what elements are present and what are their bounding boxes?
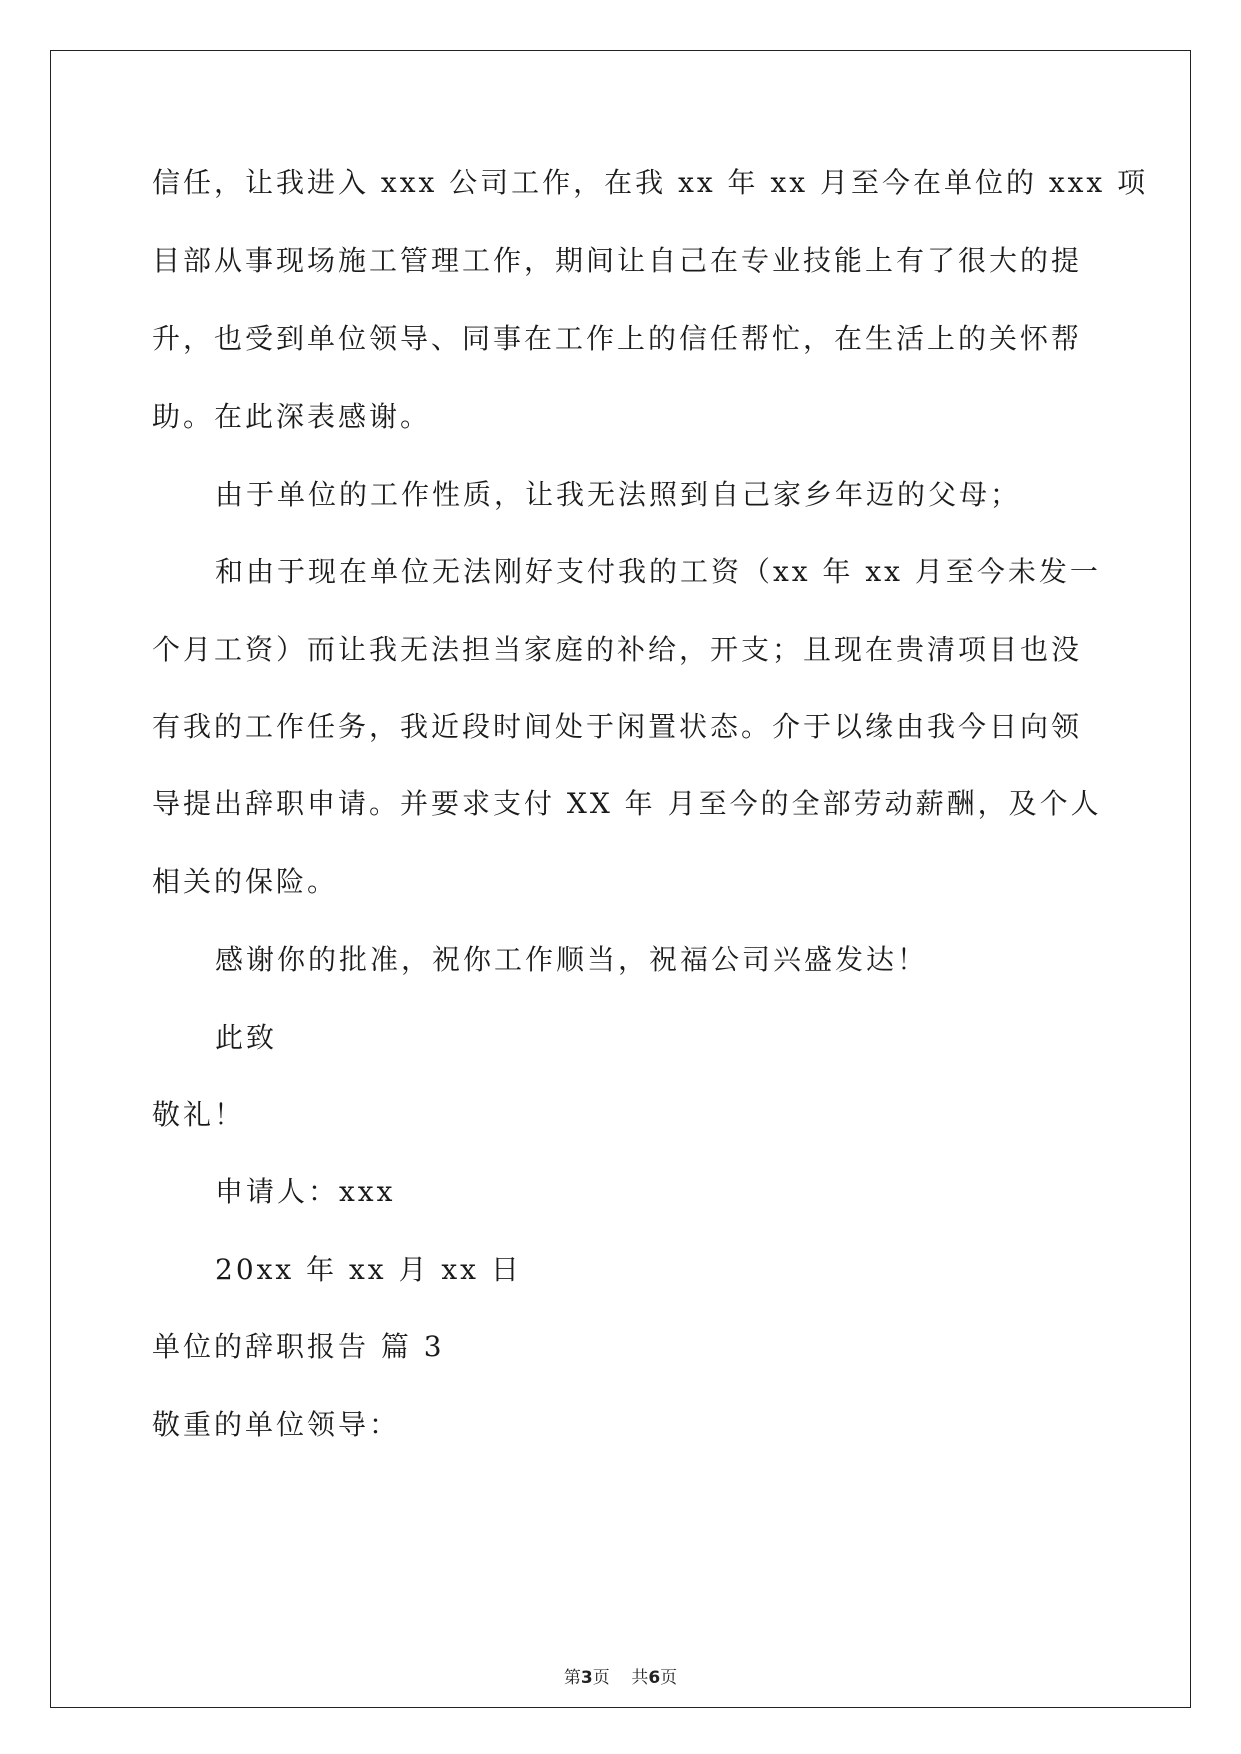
applicant-line: 申请人：xxx: [215, 1175, 396, 1208]
salutation-line: 敬礼！: [152, 1098, 246, 1131]
body-line: 相关的保险。: [152, 865, 339, 898]
paragraph-line: 和由于现在单位无法刚好支付我的工资（xx 年 xx 月至今未发一: [215, 555, 1101, 588]
closing-line: 此致: [215, 1021, 278, 1054]
thanks-line: 感谢你的批准，祝你工作顺当，祝福公司兴盛发达！: [215, 943, 929, 976]
page-current: 3: [580, 1668, 593, 1688]
body-line: 目部从事现场施工管理工作，期间让自己在专业技能上有了很大的提: [152, 244, 1083, 277]
page-footer: [0, 1666, 1241, 1690]
paragraph-line: 由于单位的工作性质，让我无法照到自己家乡年迈的父母；: [215, 478, 1022, 511]
total-prefix: 共: [631, 1668, 649, 1688]
date-line: 20xx 年 xx 月 xx 日: [215, 1253, 522, 1286]
page-suffix: 页: [592, 1668, 610, 1688]
total-suffix: 页: [660, 1668, 678, 1688]
page-total: 6: [648, 1668, 661, 1688]
body-line: 信任，让我进入 xxx 公司工作，在我 xx 年 xx 月至今在单位的 xxx 项: [152, 166, 1149, 199]
section-heading: 单位的辞职报告 篇 3: [152, 1330, 445, 1363]
body-line: 个月工资）而让我无法担当家庭的补给，开支；且现在贵清项目也没: [152, 633, 1083, 666]
page-prefix: 第: [563, 1668, 581, 1688]
greeting-line: 敬重的单位领导：: [152, 1408, 401, 1441]
body-line: 导提出辞职申请。并要求支付 XX 年 月至今的全部劳动薪酬，及个人: [152, 787, 1102, 820]
body-line: 有我的工作任务，我近段时间处于闲置状态。介于以缘由我今日向领: [152, 710, 1083, 743]
body-line: 升，也受到单位领导、同事在工作上的信任帮忙，在生活上的关怀帮: [152, 322, 1083, 355]
body-line: 助。在此深表感谢。: [152, 400, 432, 433]
